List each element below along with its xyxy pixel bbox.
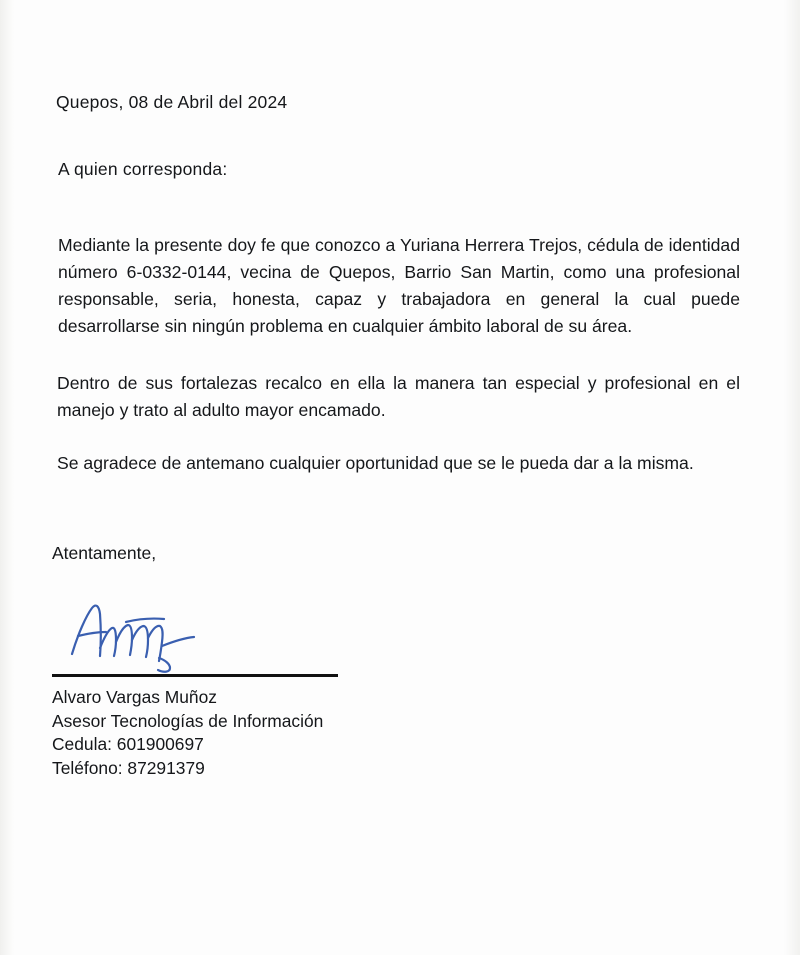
signer-role: Asesor Tecnologías de Información <box>52 710 324 731</box>
body-paragraph-1: Mediante la presente doy fe que conozco a Yuriana Herrera Trejos, cédula de identidad número 6-0332-0144, vecina de Quepos, Barrio San Martin, como una profesional responsable, seria, honesta, capaz y trabajadora en general la cual puede desarrollarse sin ningún problema en cualquier ámbito laboral de su área. <box>58 235 740 336</box>
body-paragraph-2: Dentro de sus fortalezas recalco en ella la manera tan especial y profesional en el manejo y trato al adulto mayor encamado. <box>57 373 740 420</box>
signer-cedula: Cedula: 601900697 <box>52 734 204 754</box>
closing-line: Atentamente, <box>52 543 157 563</box>
body-paragraph-3: Se agradece de antemano cualquier oportunidad que se le pueda dar a la misma. <box>57 453 694 473</box>
signer-name: Alvaro Vargas Muñoz <box>52 687 217 707</box>
date-line: Quepos, 08 de Abril del 2024 <box>56 92 288 112</box>
signer-phone: Teléfono: 87291379 <box>52 757 205 778</box>
signature-block <box>52 598 740 780</box>
salutation: A quien corresponda: <box>58 159 228 179</box>
handwritten-signature-icon <box>66 598 286 676</box>
document-body <box>52 92 740 780</box>
